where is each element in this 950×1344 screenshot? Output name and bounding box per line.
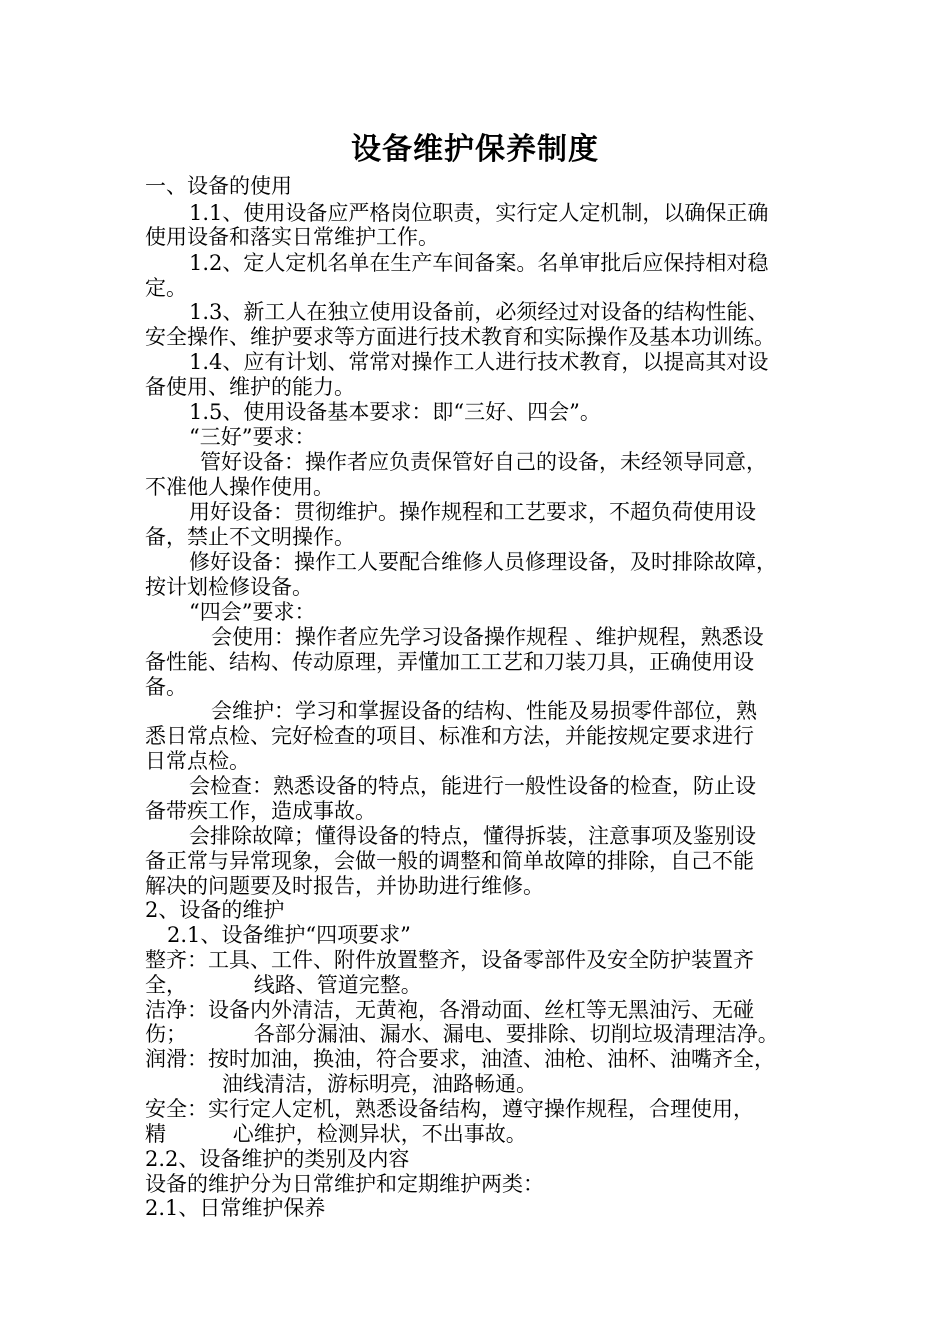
paragraph-line: 安全操作、维护要求等方面进行技术教育和实际操作及基本功训练。 — [145, 325, 775, 349]
section-heading: 2、设备的维护 — [145, 898, 285, 922]
paragraph-line: 定。 — [145, 276, 187, 300]
subheading-line: 2.1、日常维护保养 — [145, 1196, 326, 1220]
paragraph-line: 备性能、结构、传动原理，弄懂加工工艺和刀装刀具，正确使用设 — [145, 650, 754, 674]
paragraph-line: 备。 — [145, 675, 187, 699]
paragraph-line: 全， 线路、管道完整。 — [145, 973, 422, 997]
paragraph-line: 1.2、定人定机名单在生产车间备案。名单审批后应保持相对稳 — [189, 251, 769, 275]
paragraph-line: 设备的维护分为日常维护和定期维护两类： — [145, 1172, 544, 1196]
paragraph-line: 修好设备：操作工人要配合维修人员修理设备，及时排除故障， — [189, 550, 777, 574]
paragraph-line: 日常点检。 — [145, 749, 250, 773]
paragraph-line: 不准他人操作使用。 — [145, 475, 334, 499]
paragraph-line: 会检查：熟悉设备的特点，能进行一般性设备的检查，防止设 — [189, 774, 756, 798]
subheading-line: 2.2、设备维护的类别及内容 — [145, 1147, 410, 1171]
subheading-line: “四会”要求： — [189, 600, 316, 624]
paragraph-line: 悉日常点检、完好检查的项目、标准和方法，并能按规定要求进行 — [145, 724, 754, 748]
paragraph-line: 1.5、使用设备基本要求：即“三好、四会”。 — [189, 400, 601, 424]
document-title: 设备维护保养制度 — [351, 132, 599, 167]
paragraph-line: 解决的问题要及时报告，并协助进行维修。 — [145, 874, 544, 898]
paragraph-line: 精 心维护，检测异状，不出事故。 — [145, 1122, 527, 1146]
paragraph-line: 润滑：按时加油，换油，符合要求，油渣、油枪、油杯、油嘴齐全， — [145, 1047, 775, 1071]
paragraph-line: 按计划检修设备。 — [145, 575, 313, 599]
paragraph-line: 备正常与异常现象，会做一般的调整和简单故障的排除，自己不能 — [145, 849, 754, 873]
paragraph-line: 用好设备：贯彻维护。操作规程和工艺要求，不超负荷使用设 — [189, 500, 756, 524]
subheading-line: 2.1、设备维护“四项要求” — [167, 923, 411, 947]
paragraph-line: 1.3、新工人在独立使用设备前，必须经过对设备的结构性能、 — [189, 300, 769, 324]
paragraph-line: 会使用：操作者应先学习设备操作规程 、维护规程，熟悉设 — [211, 625, 764, 649]
paragraph-line: 1.1、使用设备应严格岗位职责，实行定人定机制，以确保正确 — [189, 201, 769, 225]
paragraph-line: 备使用、维护的能力。 — [145, 375, 355, 399]
paragraph-line: 会维护：学习和掌握设备的结构、性能及易损零件部位，熟 — [211, 699, 757, 723]
paragraph-line: 整齐：工具、工件、附件放置整齐，设备零部件及安全防护装置齐 — [145, 948, 754, 972]
subheading-line: “三好”要求： — [189, 425, 316, 449]
paragraph-line: 使用设备和落实日常维护工作。 — [145, 225, 439, 249]
paragraph-line: 备，禁止不文明操作。 — [145, 525, 355, 549]
paragraph-line: 会排除故障；懂得设备的特点，懂得拆装，注意事项及鉴别设 — [189, 824, 756, 848]
paragraph-line: 油线清洁，游标明亮，油路畅通。 — [222, 1072, 537, 1096]
paragraph-line: 1.4、应有计划、常常对操作工人进行技术教育，以提高其对设 — [189, 350, 769, 374]
paragraph-line: 洁净：设备内外清洁，无黄袍，各滑动面、丝杠等无黑油污、无碰 — [145, 998, 754, 1022]
paragraph-line: 安全：实行定人定机，熟悉设备结构，遵守操作规程，合理使用， — [145, 1097, 754, 1121]
paragraph-line: 伤； 各部分漏油、漏水、漏电、要排除、切削垃圾清理洁净。 — [145, 1022, 779, 1046]
section-heading: 一、设备的使用 — [145, 174, 292, 198]
paragraph-line: 备带疾工作，造成事故。 — [145, 799, 376, 823]
paragraph-line: 管好设备：操作者应负责保管好自己的设备，未经领导同意， — [200, 450, 767, 474]
